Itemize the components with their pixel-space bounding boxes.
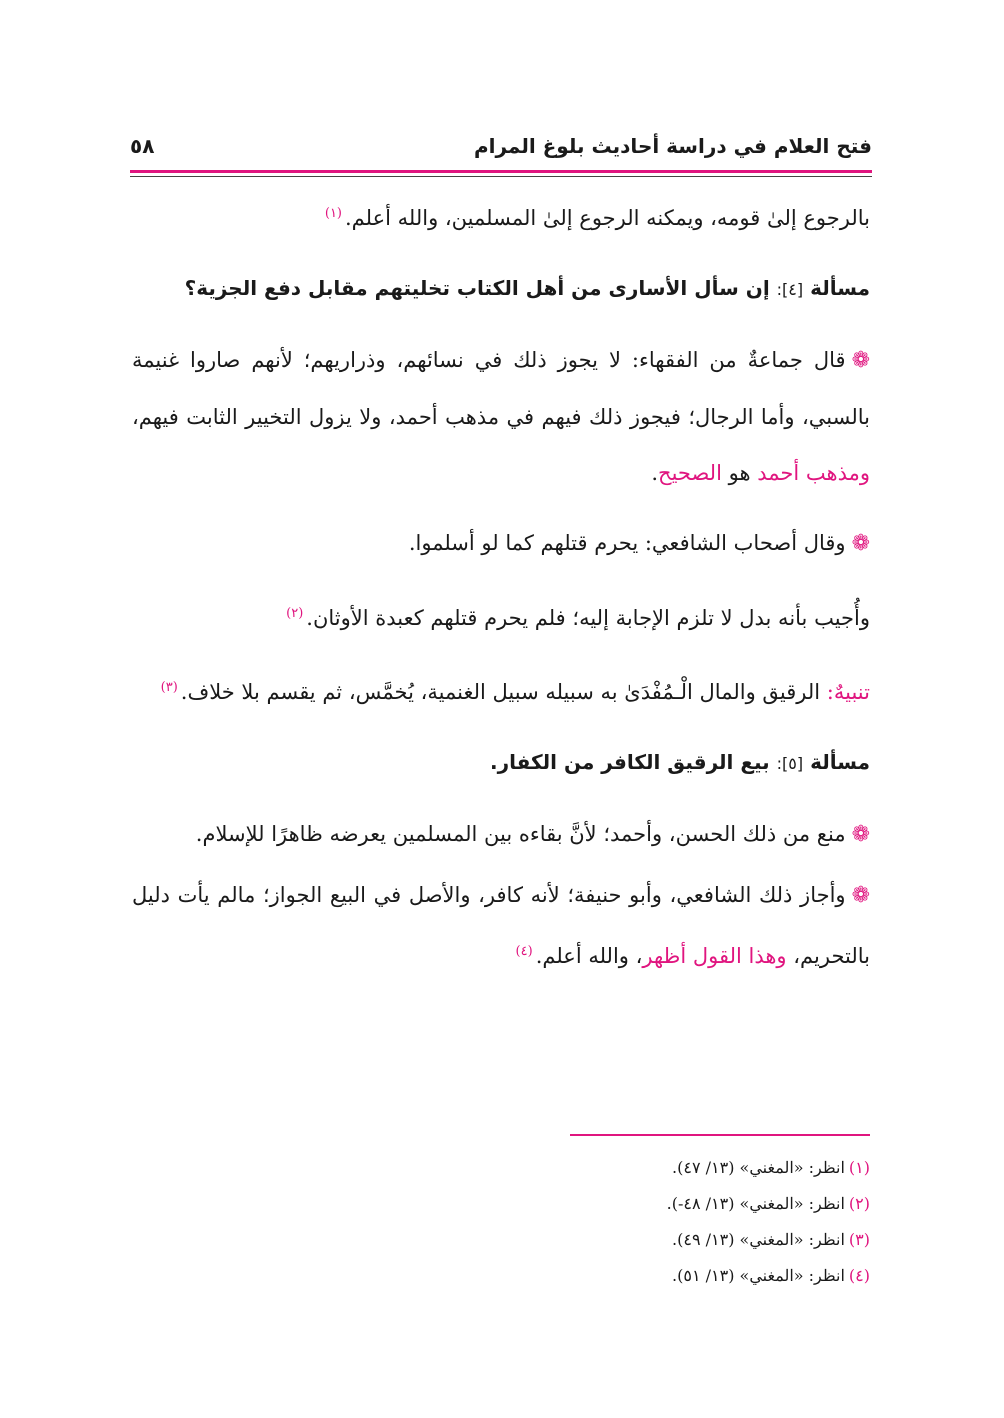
paragraph-5-highlight: وهذا القول أظهر bbox=[642, 944, 787, 968]
footnote-text: انظر: «المغني» (١٣/ ٤٨-). bbox=[666, 1194, 845, 1213]
book-title: فتح العلام في دراسة أحاديث بلوغ المرام bbox=[473, 134, 872, 158]
issue-5-label: مسألة bbox=[810, 750, 870, 774]
paragraph-5-end: ، والله أعلم. bbox=[535, 944, 643, 968]
intro-paragraph bbox=[132, 186, 870, 246]
flower-icon: ❁ bbox=[851, 822, 870, 847]
page-body bbox=[132, 186, 870, 998]
note-label: تنبيهٌ: bbox=[826, 680, 870, 704]
paragraph-2-text: وقال أصحاب الشافعي: يحرم قتلهم كما لو أسلموا. bbox=[408, 531, 846, 555]
footnote-text: انظر: «المغني» (١٣/ ٤٧). bbox=[672, 1158, 845, 1177]
paragraph-1 bbox=[132, 332, 870, 501]
issue-5-number: [٥]: bbox=[776, 754, 804, 773]
flower-icon: ❁ bbox=[851, 531, 870, 556]
flower-icon: ❁ bbox=[851, 883, 870, 908]
footnote-item bbox=[500, 1258, 870, 1294]
note-paragraph bbox=[132, 660, 870, 720]
paragraph-1-text: قال جماعةٌ من الفقهاء: لا يجوز ذلك في نسائهم، وذراريهم؛ لأنهم صاروا غنيمة بالسبي، وأما الرجال؛ فيجوز ذلك فيهم في مذهب أحمد، ولا يزول التخيير الثابت فيهم، bbox=[132, 348, 870, 429]
footnote-ref-3[interactable]: (٣) bbox=[160, 680, 178, 695]
paragraph-2 bbox=[132, 515, 870, 572]
paragraph-1-end: . bbox=[651, 461, 659, 485]
paragraph-4-text: منع من ذلك الحسن، وأحمد؛ لأنَّ بقاءه بين المسلمين يعرضه ظاهرًا للإسلام. bbox=[195, 822, 846, 846]
flower-icon: ❁ bbox=[851, 348, 870, 373]
footnote-number: (١) bbox=[848, 1158, 870, 1177]
footnote-number: (٤) bbox=[848, 1266, 870, 1285]
footnote-text: انظر: «المغني» (١٣/ ٥١). bbox=[672, 1266, 845, 1285]
footnote-number: (٣) bbox=[848, 1230, 870, 1249]
note-text: الرقيق والمال الْـمُفْدَىٰ به سبيله سبيل الغنمية، يُخمَّس، ثم يقسم بلا خلاف. bbox=[180, 680, 821, 704]
paragraph-5-text: وأجاز ذلك الشافعي، وأبو حنيفة؛ لأنه كافر، والأصل في البيع الجواز؛ مالم يأت دليل بالتحريم، bbox=[132, 883, 870, 968]
footnote-ref-2[interactable]: (٢) bbox=[286, 606, 304, 621]
issue-5-title: بيع الرقيق الكافر من الكفار. bbox=[489, 750, 770, 774]
header-rule-thin bbox=[130, 176, 872, 177]
footnote-item bbox=[500, 1150, 870, 1186]
paragraph-1-mid: هو bbox=[728, 461, 751, 485]
footnote-ref-4[interactable]: (٤) bbox=[515, 944, 533, 959]
issue-4-number: [٤]: bbox=[776, 280, 804, 299]
footnotes bbox=[500, 1150, 870, 1294]
footnote-item bbox=[500, 1186, 870, 1222]
issue-4-title: إن سأل الأسارى من أهل الكتاب تخليتهم مقابل دفع الجزية؟ bbox=[184, 276, 770, 300]
paragraph-1-highlight-2: الصحيح bbox=[658, 461, 722, 485]
header-rule-accent bbox=[130, 170, 872, 173]
page-header bbox=[130, 128, 872, 164]
paragraph-3-text: وأُجيب بأنه بدل لا تلزم الإجابة إليه؛ فلم يحرم قتلهم كعبدة الأوثان. bbox=[306, 606, 870, 630]
footnote-ref-1[interactable]: (١) bbox=[324, 206, 342, 221]
page-number: ٥٨ bbox=[130, 134, 155, 158]
intro-text: بالرجوع إلىٰ قومه، ويمكنه الرجوع إلىٰ المسلمين، والله أعلم. bbox=[345, 206, 870, 230]
paragraph-5 bbox=[132, 867, 870, 984]
footnote-text: انظر: «المغني» (١٣/ ٤٩). bbox=[672, 1230, 845, 1249]
paragraph-3 bbox=[132, 586, 870, 646]
footnote-item bbox=[500, 1222, 870, 1258]
issue-4-label: مسألة bbox=[810, 276, 870, 300]
paragraph-4 bbox=[132, 806, 870, 863]
issue-4-heading bbox=[132, 260, 870, 318]
footnote-number: (٢) bbox=[848, 1194, 870, 1213]
issue-5-heading bbox=[132, 734, 870, 792]
paragraph-1-highlight: ومذهب أحمد bbox=[757, 461, 870, 485]
footnote-rule bbox=[570, 1134, 870, 1136]
